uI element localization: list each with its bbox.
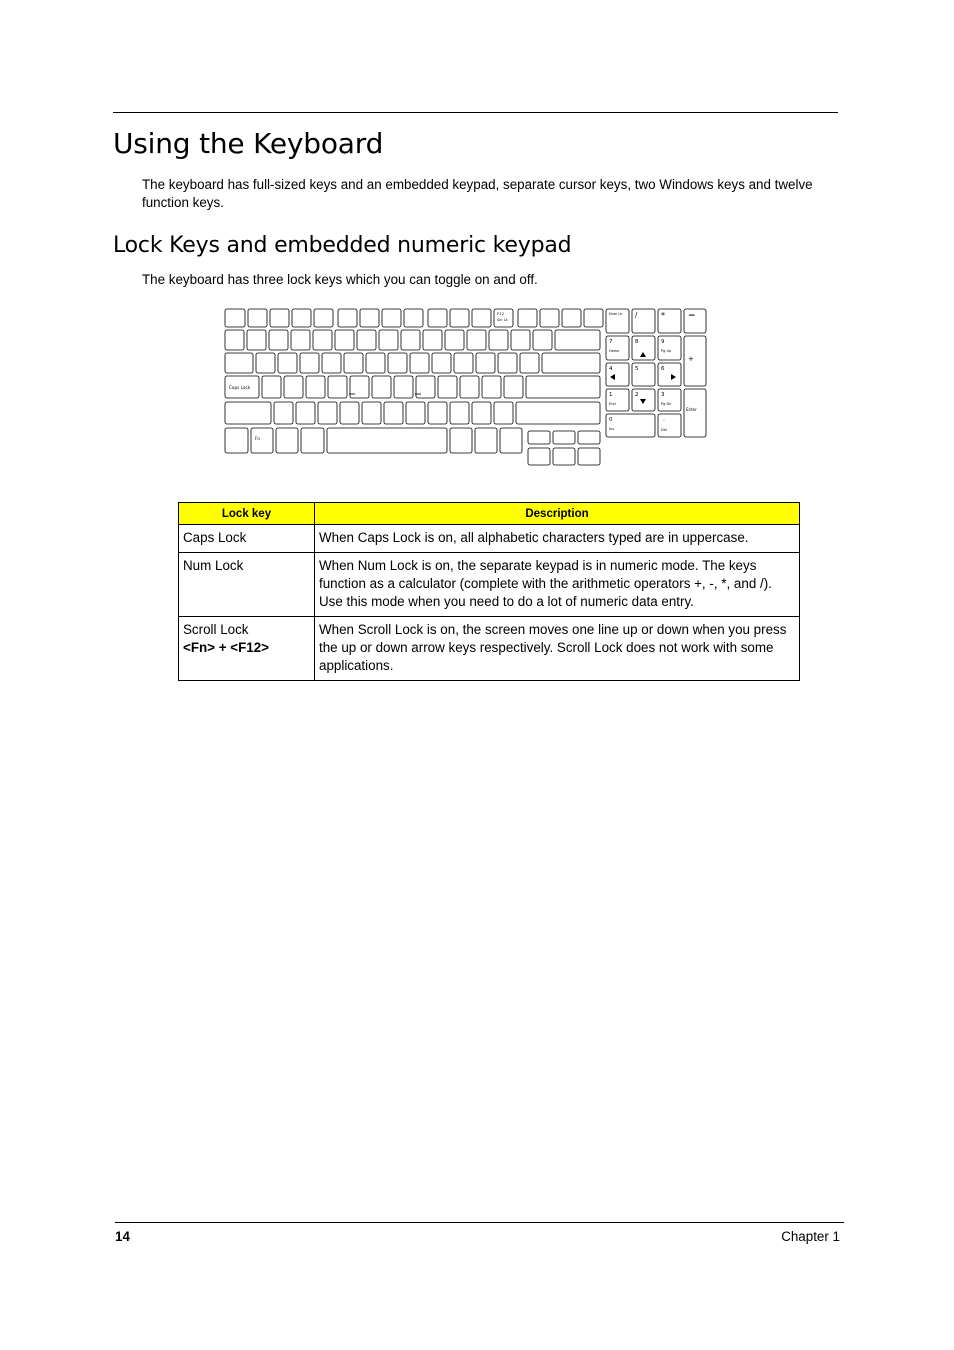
- lock-key-cell: [179, 553, 315, 617]
- section-lead: The keyboard has three lock keys which you can toggle on and off.: [142, 272, 538, 287]
- table-row: [179, 525, 800, 553]
- pgup-legend: Pg Up: [661, 349, 672, 353]
- f12-legend: F12: [497, 311, 505, 316]
- table-header-row: [179, 503, 800, 525]
- keypad-4: 4: [609, 366, 613, 372]
- scroll-lock-legend: Scr Lk: [497, 318, 508, 322]
- keypad-7: 7: [609, 339, 613, 345]
- enter-legend: Enter: [686, 407, 697, 412]
- num-lock-legend: Num Lk: [609, 312, 623, 316]
- ins-legend: Ins: [609, 427, 615, 431]
- keyboard-diagram: [223, 307, 709, 467]
- pgdn-legend: Pg Dn: [661, 402, 672, 406]
- description-cell: When Num Lock is on, the separate keypad is in numeric mode. The keys function as a calculator (complete with the arithmetic operators +, -, *, and /). Use this mode when you need to do a lot of numeric data entry.: [315, 553, 800, 617]
- header-rule: [113, 112, 838, 113]
- keypad-9: 9: [661, 339, 665, 345]
- lock-key-name: Num Lock: [183, 558, 244, 573]
- page-title: Using the Keyboard: [113, 127, 384, 160]
- lock-key-cell: [179, 617, 315, 681]
- keypad-2: 2: [635, 392, 639, 398]
- fn-legend: Fn: [255, 436, 261, 441]
- lock-key-cell: [179, 525, 315, 553]
- page-number: 14: [115, 1229, 130, 1244]
- description-cell: When Caps Lock is on, all alphabetic characters typed are in uppercase.: [315, 525, 800, 553]
- lock-key-name: Scroll Lock: [183, 622, 249, 637]
- keypad-8: 8: [635, 339, 639, 345]
- keypad-0: 0: [609, 417, 613, 423]
- intro-paragraph: The keyboard has full-sized keys and an embedded keypad, separate cursor keys, two Windows keys and twelve function keys.: [142, 177, 813, 210]
- keyboard-keys: [225, 309, 706, 465]
- keypad-dot: .: [663, 416, 665, 423]
- table-row: [179, 553, 800, 617]
- table-row: [179, 617, 800, 681]
- keypad-slash: /: [635, 311, 638, 319]
- keypad-star: *: [661, 311, 665, 320]
- keypad-plus: +: [688, 355, 694, 363]
- caps-lock-legend: Caps Lock: [229, 385, 251, 390]
- keypad-1: 1: [609, 392, 613, 398]
- lock-key-name: Caps Lock: [183, 530, 247, 545]
- keypad-6: 6: [661, 366, 665, 372]
- description-cell: When Scroll Lock is on, the screen moves one line up or down when you press the up or down arrow keys respectively. Scroll Lock does not work with some applications.: [315, 617, 800, 681]
- footer-rule: [115, 1222, 844, 1223]
- col-header-description: Description: [315, 503, 800, 525]
- col-header-lock-key: Lock key: [179, 503, 315, 525]
- end-legend: End: [609, 402, 616, 406]
- keypad-5: 5: [635, 366, 639, 372]
- del-legend: Del: [661, 428, 667, 432]
- chapter-label: Chapter 1: [781, 1229, 840, 1244]
- section-title: Lock Keys and embedded numeric keypad: [113, 233, 572, 258]
- keypad-3: 3: [661, 392, 665, 398]
- keypad-minus: −: [688, 311, 696, 321]
- lock-keys-table: [178, 502, 800, 681]
- home-legend: Home: [609, 349, 620, 353]
- key-combination: <Fn> + <F12>: [183, 640, 269, 655]
